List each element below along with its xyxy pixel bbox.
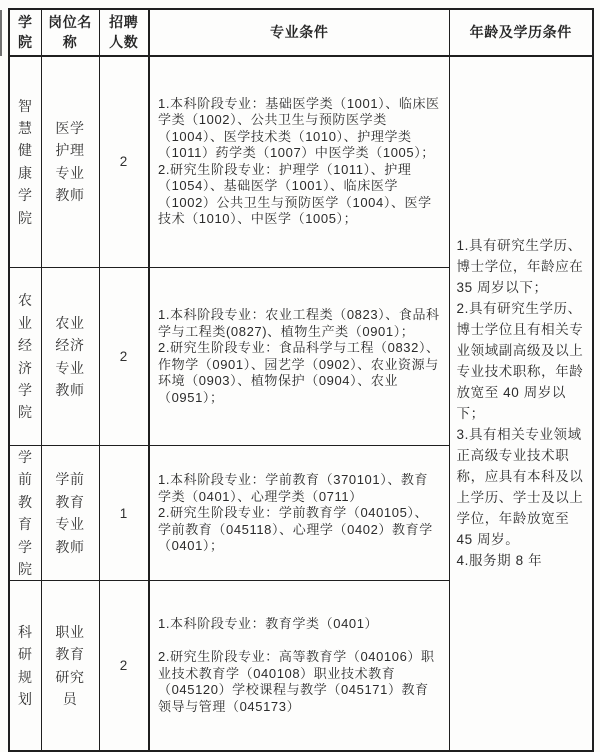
undergrad-conditions-text: 1.本科阶段专业：教育学类（0401） bbox=[158, 615, 379, 631]
college-cell: 科研规划 bbox=[9, 581, 41, 751]
undergrad-conditions-text: 1.本科阶段专业：农业工程类（0823）、食品科学与工程类(0827)、植物生产类（0901）； bbox=[158, 307, 440, 339]
col-header-conditions: 专业条件 bbox=[149, 9, 449, 56]
col-header-count: 招聘人数 bbox=[99, 9, 149, 56]
count-cell: 1 bbox=[99, 446, 149, 581]
age-education-cell bbox=[449, 56, 593, 751]
table-row bbox=[9, 56, 593, 268]
conditions-cell bbox=[149, 446, 449, 581]
college-cell: 农业经济学院 bbox=[9, 268, 41, 446]
table-header-row bbox=[9, 9, 593, 56]
graduate-conditions-text: 2.研究生阶段专业：食品科学与工程（0832）、作物学（0901）、园艺学（0902）、农业资源与环境（0903）、植物保护（0904）、农业（0951）； bbox=[158, 340, 440, 405]
position-cell: 学前教育专业教师 bbox=[41, 446, 99, 581]
graduate-conditions-text: 2.研究生阶段专业：学前教育学（040105）、学前教育（045118）、心理学（0402）教育学（0401）； bbox=[158, 505, 433, 554]
position-cell: 医学护理专业教师 bbox=[41, 56, 99, 268]
position-cell: 职业教育研究员 bbox=[41, 581, 99, 751]
col-header-position: 岗位名称 bbox=[41, 9, 99, 56]
position-cell: 农业经济专业教师 bbox=[41, 268, 99, 446]
conditions-cell bbox=[149, 56, 449, 268]
conditions-cell bbox=[149, 581, 449, 751]
col-header-age-education: 年龄及学历条件 bbox=[449, 9, 593, 56]
college-cell: 学前教育学院 bbox=[9, 446, 41, 581]
college-cell: 智慧健康学院 bbox=[9, 56, 41, 268]
col-header-college: 学院 bbox=[9, 9, 41, 56]
graduate-conditions-text: 2.研究生阶段专业：护理学（1011）、护理（1054）、基础医学（1001）、临床医学（1002）公共卫生与预防医学（1004）、医学技术（1010）、中医学（1005）； bbox=[158, 161, 432, 227]
age-education-item-4: 4.服务期 8 年 bbox=[456, 553, 543, 569]
conditions-cell bbox=[149, 268, 449, 446]
count-cell: 2 bbox=[99, 56, 149, 268]
undergrad-conditions-text: 1.本科阶段专业：学前教育（370101）、教育学类（0401）、心理学类（0711） bbox=[158, 472, 429, 504]
count-cell: 2 bbox=[99, 581, 149, 751]
recruitment-table bbox=[8, 8, 594, 752]
age-education-item-1: 1.具有研究生学历、博士学位，年龄应在 35 周岁以下； bbox=[456, 238, 584, 296]
count-cell: 2 bbox=[99, 268, 149, 446]
scan-edge-artifact bbox=[0, 10, 2, 56]
age-education-item-2: 2.具有研究生学历、博士学位且有相关专业领域副高级及以上专业技术职称，年龄放宽至 40 周岁以下； bbox=[456, 301, 584, 422]
graduate-conditions-text: 2.研究生阶段专业：高等教育学（040106）职业技术教育学（040108）职业技术教育（045120）学校课程与教学（045171）教育领导与管理（045173） bbox=[158, 649, 435, 714]
age-education-item-3: 3.具有相关专业领域正高级专业技术职称，应具有本科及以上学历、学士及以上学位，年龄放宽至 45 周岁。 bbox=[456, 427, 584, 548]
undergrad-conditions-text: 1.本科阶段专业：基础医学类（1001）、临床医学类（1002）、公共卫生与预防医学类（1004）、医学技术类（1010）、护理学类（1011）药学类（1007）中医学类（1005）； bbox=[158, 95, 440, 161]
